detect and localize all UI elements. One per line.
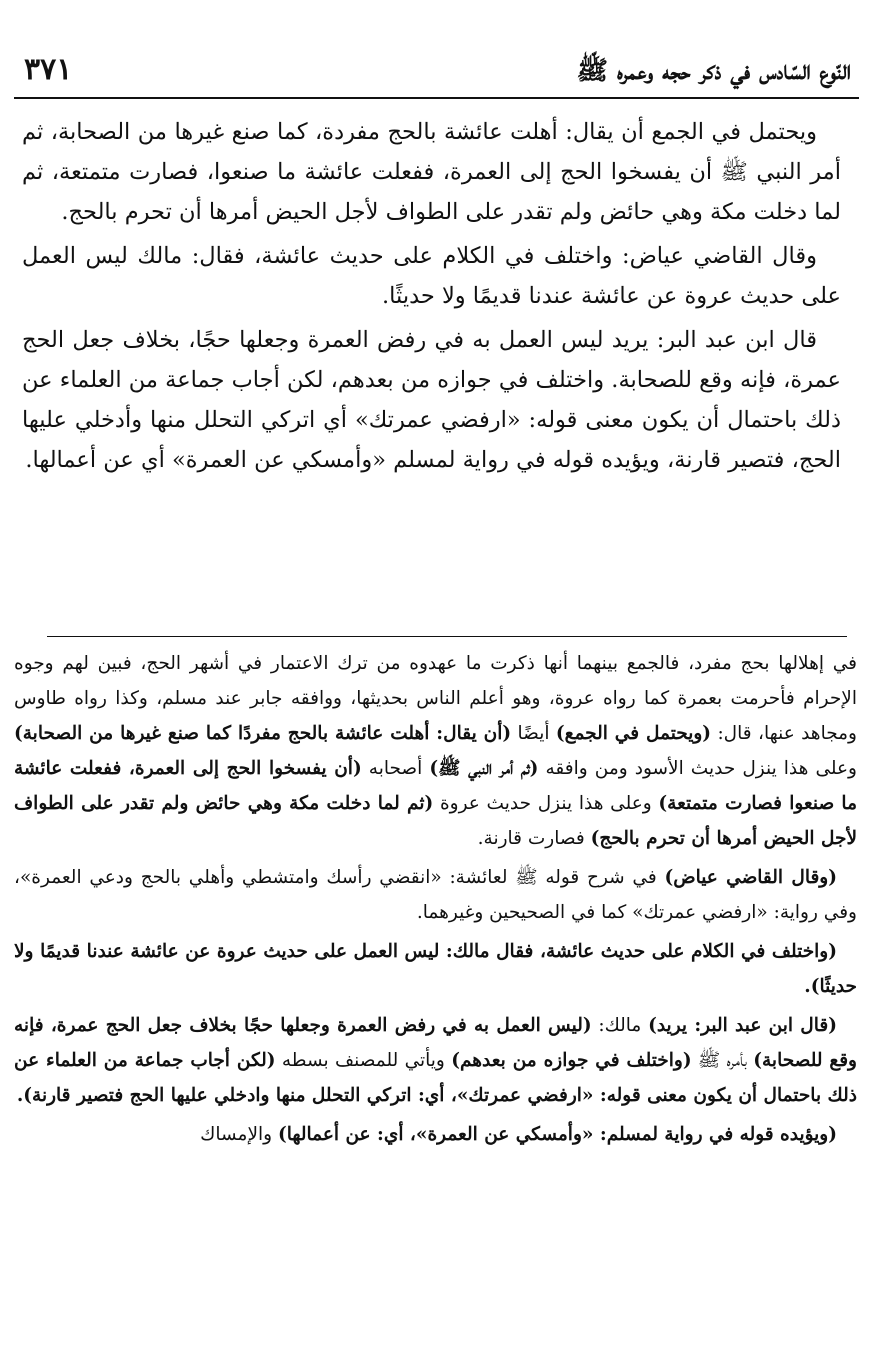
commentary-quote: (ثم لما دخلت مكة وهي حائض ولم تقدر على الطواف لأجل الحيض أمرها أن تحرم بالحج) (14, 793, 857, 849)
commentary (14, 646, 857, 1156)
commentary-paragraph-2 (14, 860, 857, 930)
commentary-quote: (أن يفسخوا الحج إلى العمرة، ففعلت عائشة ما صنعوا فصارت متمتعة) (14, 758, 857, 814)
commentary-text: في شرح قوله ﷺ لعائشة: «انقضي رأسك وامتشطي وأهلي بالحج ودعي العمرة»، وفي رواية: «ارفضي عمرتك» كما في الصحيحين وغيرهما. (14, 867, 857, 923)
page-number: ٣٧١ (24, 52, 73, 87)
commentary-text: أصحابه (361, 758, 430, 779)
commentary-quote: (لكن أجاب جماعة من العلماء عن ذلك باحتمال أن يكون معنى قوله: «ارفضي عمرتك»، أي: اتركي التحلل منها وادخلي عليها الحج فتصير قارنة). (14, 1050, 857, 1106)
commentary-paragraph-4 (14, 1008, 857, 1113)
commentary-text: في إهلالها بحج مفرد، فالجمع بينهما أنها ذكرت ما عهدوه من ترك الاعتمار في أشهر الحج، فبين لهم وجوه الإحرام فأحرمت بعمرة كما رواه عروة، وهو أعلم الناس بحديثها، ووافقه جابر عند مسلم، وكذا رواه طاوس ومجاهد عنها، قال: (14, 653, 857, 744)
commentary-quote: (ويؤيده قوله في رواية لمسلم: «وأمسكي عن العمرة»، أي: عن أعمالها) (277, 1124, 837, 1145)
running-title: النّوع السّادس في ذكر حجه وعمره ﷺ (576, 56, 851, 86)
commentary-text: ويأتي للمصنف بسطه (275, 1050, 452, 1071)
commentary-quote: (ثم أمر النبي ﷺ) (429, 758, 539, 779)
commentary-text: مالك: (591, 1015, 649, 1036)
commentary-text: والإمساك (200, 1124, 278, 1145)
commentary-quote: (واختلف في جوازه من بعدهم) (451, 1050, 692, 1071)
commentary-paragraph-1 (14, 646, 857, 856)
main-paragraph-3: قال ابن عبد البر: يريد ليس العمل به في رفض العمرة وجعلها حجًا، بخلاف جعل الحج عمرة، فإنه وقع للصحابة. واختلف في جوازه من بعدهم، لكن أجاب جماعة من العلماء عن ذلك باحتمال أن يكون معنى قوله: «ارفضي عمرتك» أي اتركي التحلل منها وأدخلي عليها الحج، فتصير قارنة، ويؤيده قوله في رواية لمسلم «وأمسكي عن العمرة» أي عن أعمالها. (22, 327, 841, 473)
commentary-text: فصارت قارنة. (477, 828, 591, 849)
commentary-quote: (واختلف في الكلام على حديث عائشة، فقال مالك: ليس العمل على حديث عروة عن عائشة عندنا قديمًا ولا حديثًا). (14, 941, 857, 997)
commentary-quote: (وقال القاضي عياض) (664, 867, 837, 888)
page-header (16, 52, 859, 92)
commentary-quote: (قال ابن عبد البر: يريد) (648, 1015, 837, 1036)
commentary-quote: (ويحتمل في الجمع) (555, 723, 712, 744)
commentary-quote: (ليس العمل به في رفض العمرة وجعلها حجًا بخلاف جعل الحج عمرة، فإنه وقع للصحابة) (14, 1015, 857, 1071)
main-text (22, 112, 841, 484)
commentary-text: وعلى هذا ينزل حديث عروة (433, 793, 659, 814)
commentary-quote: (أن يقال: أهلت عائشة بالحج مفردًا كما صنع غيرها من الصحابة) (14, 723, 512, 744)
commentary-text: أيضًا (511, 723, 556, 744)
header-rule (14, 97, 859, 99)
commentary-text: وعلى هذا ينزل حديث الأسود ومن وافقه (538, 758, 857, 779)
main-paragraph-1: ويحتمل في الجمع أن يقال: أهلت عائشة بالحج مفردة، كما صنع غيرها من الصحابة، ثم أمر النبي ﷺ أن يفسخوا الحج إلى العمرة، ففعلت عائشة ما صنعوا، فصارت متمتعة، ثم لما دخلت مكة وهي حائض ولم تقدر على الطواف لأجل الحيض أمرها أن تحرم بالحج. (22, 119, 841, 225)
commentary-paragraph-3 (14, 934, 857, 1004)
footnote-rule (47, 636, 847, 637)
commentary-paragraph-5 (14, 1117, 857, 1152)
commentary-text: بأمره ﷺ (691, 1050, 754, 1071)
main-paragraph-2: وقال القاضي عياض: واختلف في الكلام على حديث عائشة، فقال: مالك ليس العمل على حديث عروة عن عائشة عندنا قديمًا ولا حديثًا. (22, 243, 841, 309)
